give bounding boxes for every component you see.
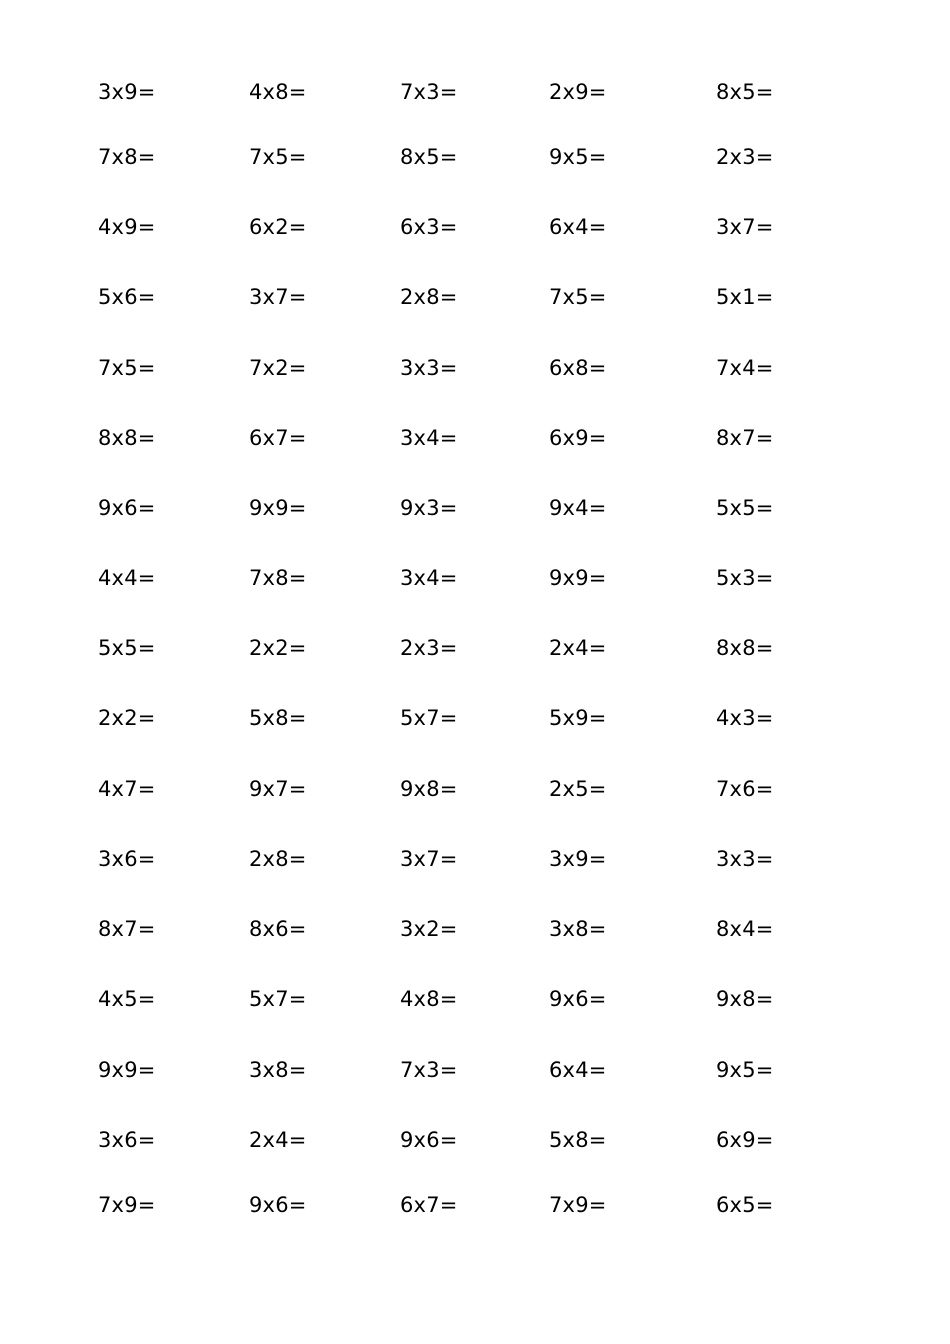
problem-r7-c5: 5x5= <box>716 496 774 520</box>
problem-r13-c4: 3x8= <box>549 917 607 941</box>
problem-r16-c1: 3x6= <box>98 1128 156 1152</box>
problem-r10-c1: 2x2= <box>98 706 156 730</box>
problem-r16-c4: 5x8= <box>549 1128 607 1152</box>
problem-r15-c5: 9x5= <box>716 1058 774 1082</box>
problem-r11-c3: 9x8= <box>400 777 458 801</box>
problem-r3-c2: 6x2= <box>249 215 307 239</box>
problem-r1-c3: 7x3= <box>400 80 458 104</box>
problem-r15-c4: 6x4= <box>549 1058 607 1082</box>
problem-r3-c5: 3x7= <box>716 215 774 239</box>
problem-r12-c3: 3x7= <box>400 847 458 871</box>
problem-r13-c5: 8x4= <box>716 917 774 941</box>
problem-r2-c3: 8x5= <box>400 145 458 169</box>
problem-r16-c2: 2x4= <box>249 1128 307 1152</box>
problem-r5-c4: 6x8= <box>549 356 607 380</box>
problem-r15-c1: 9x9= <box>98 1058 156 1082</box>
problem-r6-c3: 3x4= <box>400 426 458 450</box>
problem-r9-c4: 2x4= <box>549 636 607 660</box>
problem-r7-c3: 9x3= <box>400 496 458 520</box>
problem-r10-c5: 4x3= <box>716 706 774 730</box>
problem-r4-c5: 5x1= <box>716 285 774 309</box>
problem-r5-c5: 7x4= <box>716 356 774 380</box>
problem-r7-c1: 9x6= <box>98 496 156 520</box>
problem-r2-c5: 2x3= <box>716 145 774 169</box>
problem-r9-c3: 2x3= <box>400 636 458 660</box>
problem-r6-c4: 6x9= <box>549 426 607 450</box>
problem-r6-c2: 6x7= <box>249 426 307 450</box>
problem-r8-c1: 4x4= <box>98 566 156 590</box>
problem-r6-c5: 8x7= <box>716 426 774 450</box>
problem-r7-c4: 9x4= <box>549 496 607 520</box>
problem-r12-c1: 3x6= <box>98 847 156 871</box>
problem-r4-c3: 2x8= <box>400 285 458 309</box>
problem-r11-c1: 4x7= <box>98 777 156 801</box>
problem-r7-c2: 9x9= <box>249 496 307 520</box>
problem-r14-c2: 5x7= <box>249 987 307 1011</box>
problem-r3-c1: 4x9= <box>98 215 156 239</box>
problem-r17-c1: 7x9= <box>98 1193 156 1217</box>
problem-r3-c4: 6x4= <box>549 215 607 239</box>
problem-r10-c4: 5x9= <box>549 706 607 730</box>
problem-r17-c5: 6x5= <box>716 1193 774 1217</box>
problem-r4-c4: 7x5= <box>549 285 607 309</box>
problem-r17-c3: 6x7= <box>400 1193 458 1217</box>
problem-r13-c2: 8x6= <box>249 917 307 941</box>
problem-r14-c3: 4x8= <box>400 987 458 1011</box>
problem-r11-c2: 9x7= <box>249 777 307 801</box>
problem-r9-c2: 2x2= <box>249 636 307 660</box>
problem-r9-c1: 5x5= <box>98 636 156 660</box>
problem-r1-c1: 3x9= <box>98 80 156 104</box>
problem-r8-c2: 7x8= <box>249 566 307 590</box>
problem-r15-c2: 3x8= <box>249 1058 307 1082</box>
problem-r14-c4: 9x6= <box>549 987 607 1011</box>
problem-r1-c4: 2x9= <box>549 80 607 104</box>
problem-r15-c3: 7x3= <box>400 1058 458 1082</box>
problem-r8-c4: 9x9= <box>549 566 607 590</box>
problem-r5-c1: 7x5= <box>98 356 156 380</box>
problem-r1-c2: 4x8= <box>249 80 307 104</box>
problem-r13-c3: 3x2= <box>400 917 458 941</box>
problem-r13-c1: 8x7= <box>98 917 156 941</box>
problem-r14-c5: 9x8= <box>716 987 774 1011</box>
problem-r12-c2: 2x8= <box>249 847 307 871</box>
problem-r16-c5: 6x9= <box>716 1128 774 1152</box>
problem-r17-c2: 9x6= <box>249 1193 307 1217</box>
problem-r3-c3: 6x3= <box>400 215 458 239</box>
problem-r5-c2: 7x2= <box>249 356 307 380</box>
problem-r14-c1: 4x5= <box>98 987 156 1011</box>
problem-r10-c3: 5x7= <box>400 706 458 730</box>
problem-r2-c4: 9x5= <box>549 145 607 169</box>
problem-r8-c3: 3x4= <box>400 566 458 590</box>
problem-r4-c1: 5x6= <box>98 285 156 309</box>
problem-r11-c4: 2x5= <box>549 777 607 801</box>
problem-r2-c1: 7x8= <box>98 145 156 169</box>
problem-r2-c2: 7x5= <box>249 145 307 169</box>
problem-r6-c1: 8x8= <box>98 426 156 450</box>
problem-r10-c2: 5x8= <box>249 706 307 730</box>
problem-r12-c4: 3x9= <box>549 847 607 871</box>
problem-r5-c3: 3x3= <box>400 356 458 380</box>
problem-r8-c5: 5x3= <box>716 566 774 590</box>
problem-r1-c5: 8x5= <box>716 80 774 104</box>
problem-r16-c3: 9x6= <box>400 1128 458 1152</box>
problem-r11-c5: 7x6= <box>716 777 774 801</box>
problem-r12-c5: 3x3= <box>716 847 774 871</box>
problem-r4-c2: 3x7= <box>249 285 307 309</box>
problem-r9-c5: 8x8= <box>716 636 774 660</box>
problem-r17-c4: 7x9= <box>549 1193 607 1217</box>
